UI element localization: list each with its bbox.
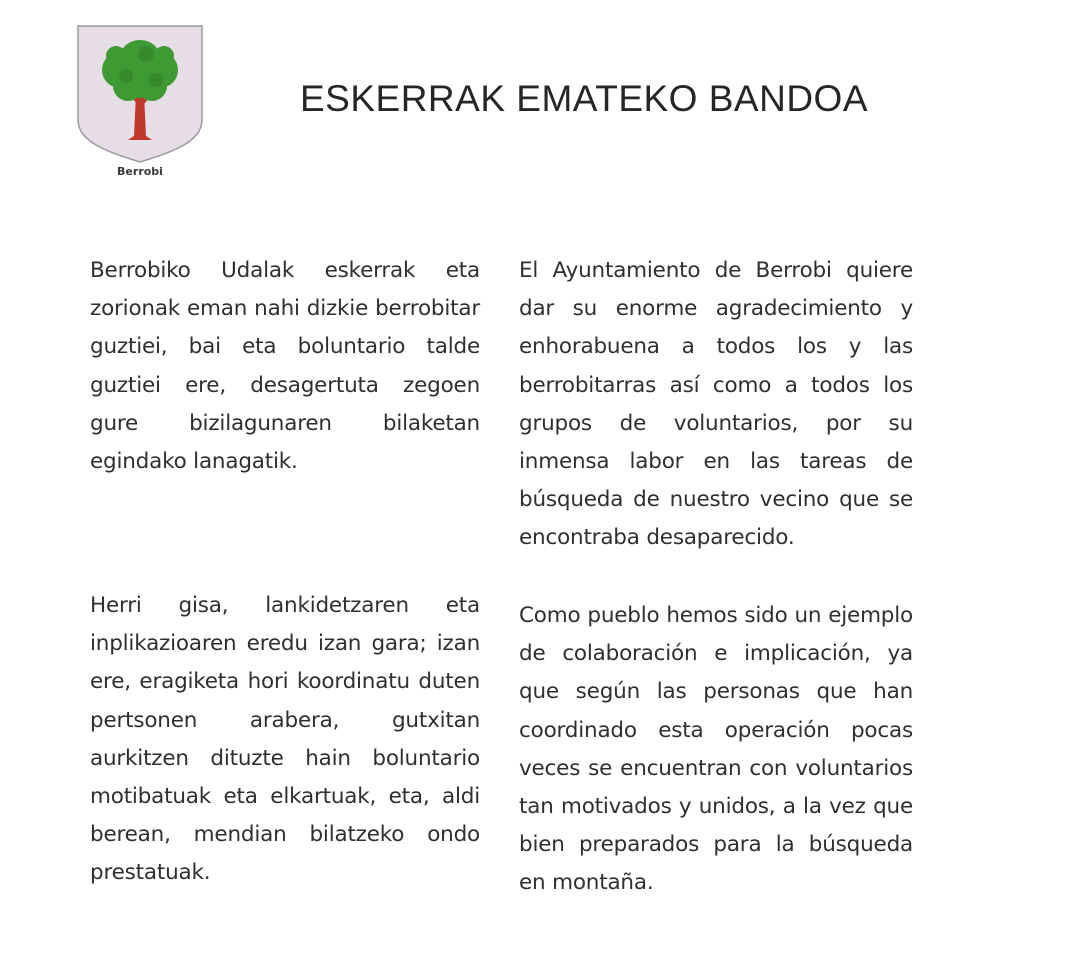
spanish-paragraph-1: [519, 252, 913, 558]
basque-paragraph-1-text: Berrobiko Udalak eskerrak eta zorionak eman nahi dizkie berrobitar guztiei, bai eta boluntario talde guztiei ere, desagertuta zegoen gure bizilagunaren bilaketan egindako lanagatik.: [90, 258, 480, 475]
spanish-paragraph-2: [519, 597, 913, 903]
spanish-paragraph-2-text: Como pueblo hemos sido un ejemplo de colaboración e implicación, ya que según las personas que han coordinado esta operación pocas veces se encuentran con voluntarios tan motivados y unidos, a la vez que bien preparados para la búsqueda en montaña.: [519, 603, 913, 896]
basque-paragraph-2-text: Herri gisa, lankidetzaren eta inplikazioaren eredu izan gara; izan ere, eragiketa hori koordinatu duten pertsonen arabera, gutxitan aurkitzen dituzte hain boluntario motibatuak eta elkartuak, eta, aldi berean, mendian bilatzeko ondo prestatuak.: [90, 593, 480, 886]
crest-town-label: Berrobi: [117, 165, 163, 178]
municipal-coat-of-arms: [76, 24, 204, 182]
basque-paragraph-2: [90, 587, 480, 893]
spanish-paragraph-1-text: El Ayuntamiento de Berrobi quiere dar su enorme agradecimiento y enhorabuena a todos los y las berrobitarras así como a todos los grupos de voluntarios, por su inmensa labor en las tareas de búsqueda de nuestro vecino que se encontraba desaparecido.: [519, 258, 913, 551]
basque-paragraph-1: [90, 252, 480, 481]
tree-shield-icon: [76, 24, 204, 164]
page-title: ESKERRAK EMATEKO BANDOA: [300, 78, 868, 119]
